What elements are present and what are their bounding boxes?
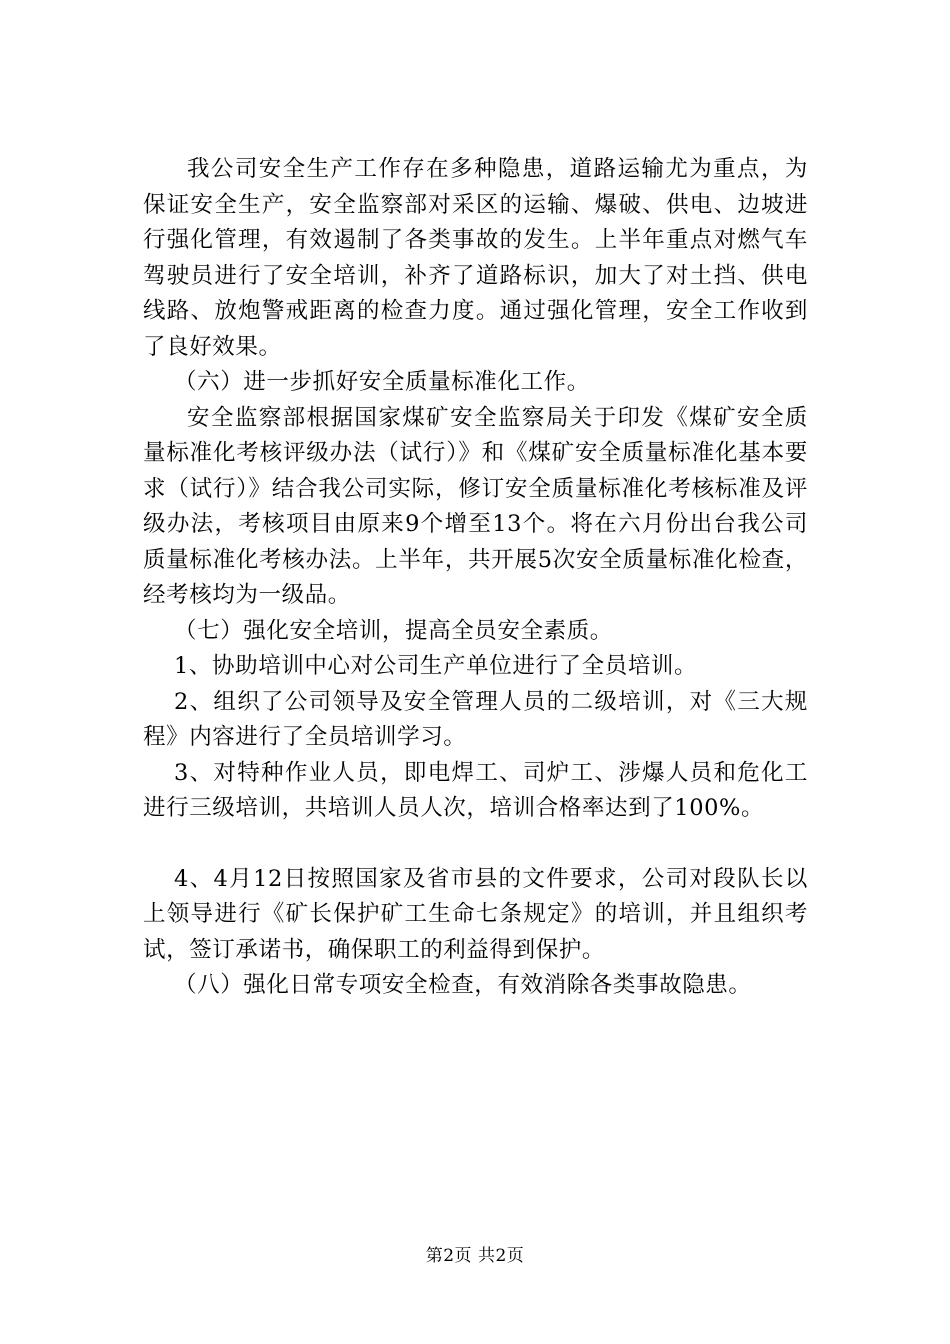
list-item-training-2: 2、组织了公司领导及安全管理人员的二级培训，对《三大规程》内容进行了全员培训学习。 — [143, 688, 808, 750]
paragraph-road-safety: 我公司安全生产工作存在多种隐患，道路运输尤为重点，为保证安全生产，安全监察部对采区的运输、爆破、供电、边坡进行强化管理，有效遏制了各类事故的发生。上半年重点对燃气车驾驶员进行了安全培训，补齐了道路标识，加大了对土挡、供电线路、放炮警戒距离的检查力度。通过强化管理，安全工作收到了良好效果。 — [143, 156, 808, 360]
page-footer: 第2页 共2页 — [425, 1246, 525, 1266]
paragraph-gap — [143, 827, 808, 862]
heading-section-seven: （七）强化安全培训，提高全员安全素质。 — [174, 617, 613, 644]
heading-section-six: （六）进一步抓好安全质量标准化工作。 — [174, 369, 590, 395]
paragraph-quality-standard: 安全监察部根据国家煤矿安全监察局关于印发《煤矿安全质量标准化考核评级办法（试行）》和《煤矿安全质量标准化基本要求（试行）》结合我公司实际，修订安全质量标准化考核标准及评级办法，考核项目由原来9个增至13个。将在六月份出台我公司质量标准化考核办法。上半年，共开展5次安全质量标准化检查，经考核均为一级品。 — [143, 404, 808, 608]
document-body — [143, 152, 808, 1004]
list-item-training-1: 1、协助培训中心对公司生产单位进行了全员培训。 — [174, 653, 698, 679]
heading-section-eight: （八）强化日常专项安全检查，有效消除各类事故隐患。 — [174, 972, 752, 998]
list-item-training-3: 3、对特种作业人员，即电焊工、司炉工、涉爆人员和危化工进行三级培训，共培训人员人次，培训合格率达到了100%。 — [143, 759, 808, 821]
list-item-training-4: 4、4月12日按照国家及省市县的文件要求，公司对段队长以上领导进行《矿长保护矿工生命七条规定》的培训，并且组织考试，签订承诺书，确保职工的利益得到保护。 — [143, 865, 808, 963]
